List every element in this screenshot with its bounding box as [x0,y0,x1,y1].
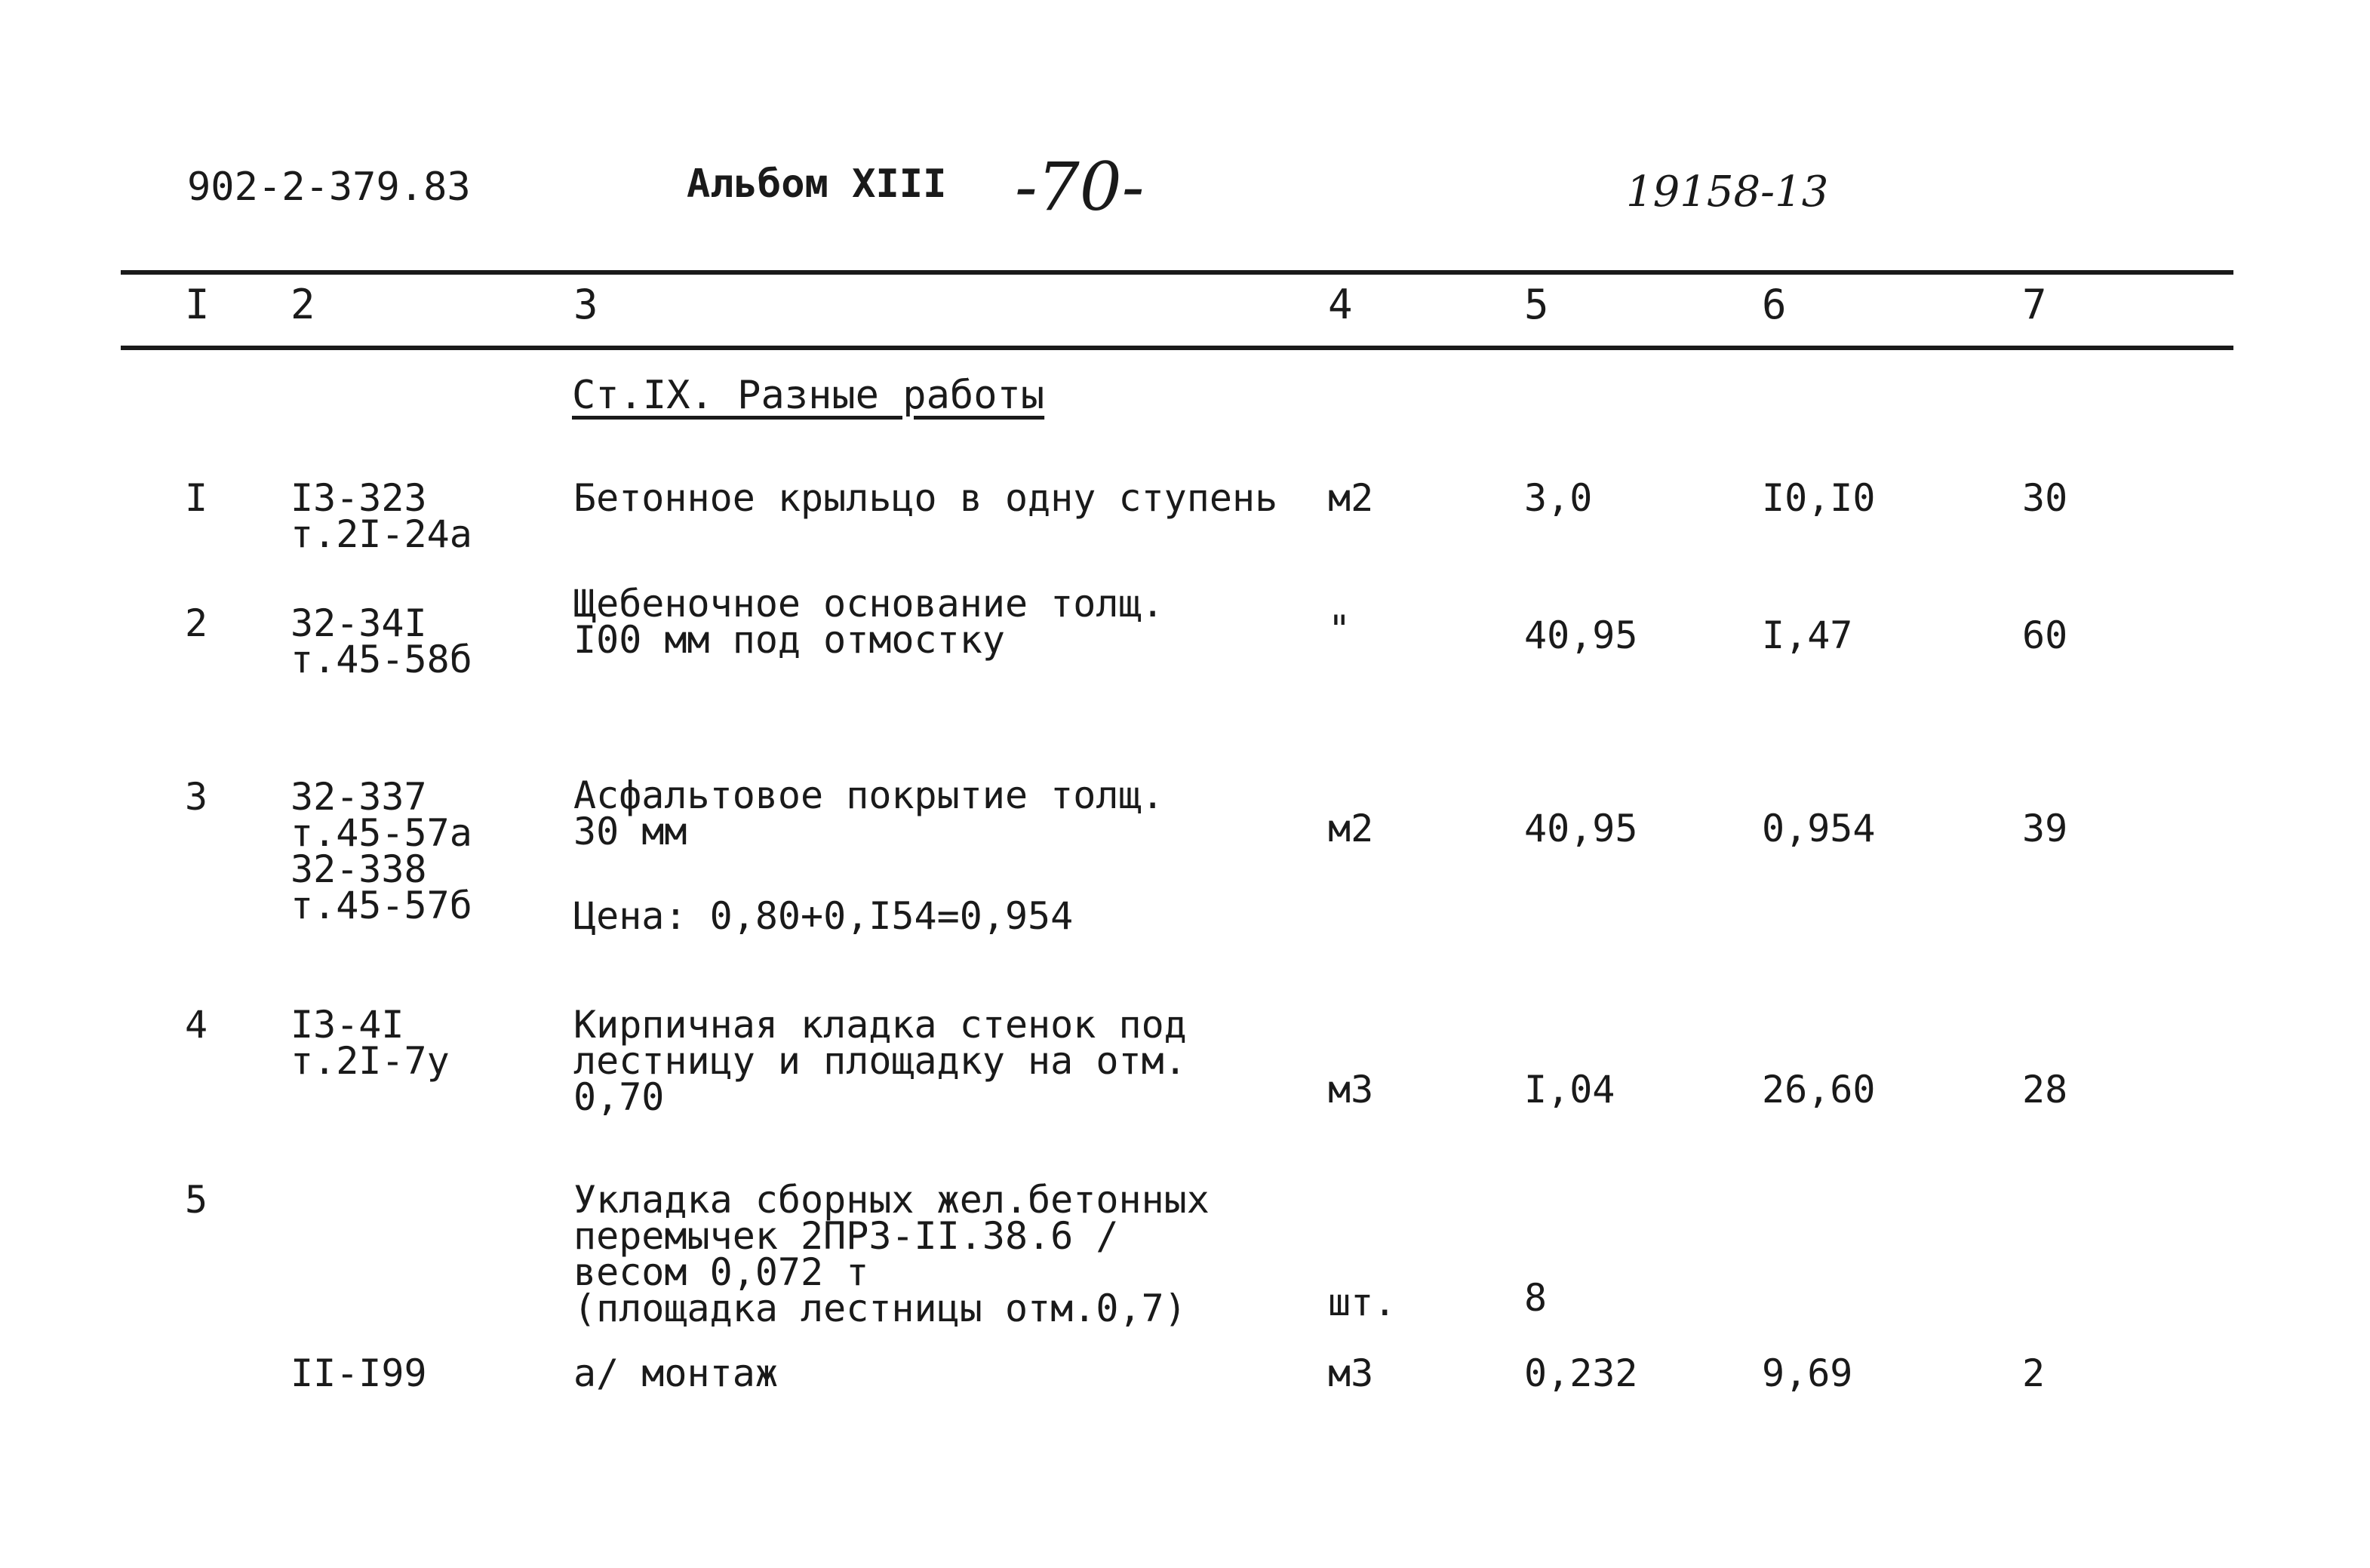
document-code: 902-2-379.83 [187,164,471,210]
row-number: 3 [185,775,208,819]
row-description: Асфальтовое покрытие толщ. 30 мм [573,773,1164,853]
header-bottom-rule [121,346,2233,350]
row-description: Бетонное крыльцо в одну ступень [573,476,1278,520]
row-quantity: 3,0 [1524,476,1593,520]
album-label: Альбом XIII [687,161,947,207]
row-description: Кирпичная кладка стенок под лестницу и площадку на отм. 0,70 [573,1003,1187,1119]
row-number: 4 [185,1003,208,1047]
row-unit-price: I0,I0 [1762,476,1876,520]
handwritten-reference: 19158-13 [1626,168,1829,217]
row-code: I3-323 т.2I-24а [290,476,472,556]
row-quantity: 40,95 [1524,807,1638,850]
row-total: 39 [2022,807,2068,850]
row-unit: м2 [1328,476,1374,520]
row-code: 32-337 т.45-57а 32-338 т.45-57б [290,775,472,927]
column-header-5: 5 [1524,281,1549,328]
row-number: I [185,476,208,520]
row-total: 2 [2022,1351,2046,1395]
row-number: 2 [185,601,208,645]
row-unit-price: 0,954 [1762,807,1876,850]
row-unit-price: 9,69 [1762,1351,1853,1395]
price-note: Цена: 0,80+0,I54=0,954 [573,894,1074,938]
row-unit-price: 26,60 [1762,1068,1876,1111]
row-code: 32-34I т.45-58б [290,601,472,681]
row-code: II-I99 [290,1351,427,1395]
top-rule [121,270,2233,275]
section-title: Ст.IX. Разные работы [572,373,1045,418]
row-unit-price: I,47 [1762,613,1853,657]
column-header-1: I [185,281,210,328]
column-header-4: 4 [1328,281,1353,328]
row-total: 30 [2022,476,2068,520]
row-total: 28 [2022,1068,2068,1111]
row-unit: шт. [1328,1281,1397,1324]
row-total: 60 [2022,613,2068,657]
column-header-7: 7 [2022,281,2047,328]
row-number: 5 [185,1178,208,1222]
row-unit: " [1328,607,1351,651]
column-header-2: 2 [290,281,315,328]
row-unit: м3 [1328,1351,1374,1395]
row-quantity: 40,95 [1524,613,1638,657]
row-description: а/ монтаж [573,1351,778,1395]
row-unit: м3 [1328,1068,1374,1111]
row-description: Щебеночное основание толщ. I00 мм под отмостку [573,582,1164,662]
row-code: I3-4I т.2I-7у [290,1003,450,1083]
row-unit: м2 [1328,807,1374,850]
column-header-6: 6 [1762,281,1787,328]
row-quantity: 8 [1524,1276,1548,1320]
row-quantity: 0,232 [1524,1351,1638,1395]
page-number: -70- [1015,148,1145,226]
column-header-3: 3 [573,281,598,328]
row-quantity: I,04 [1524,1068,1615,1111]
row-description: Укладка сборных жел.бетонных перемычек 2ПР3-II.38.6 / весом 0,072 т (площадка лестницы отм.0,7) [573,1178,1210,1330]
